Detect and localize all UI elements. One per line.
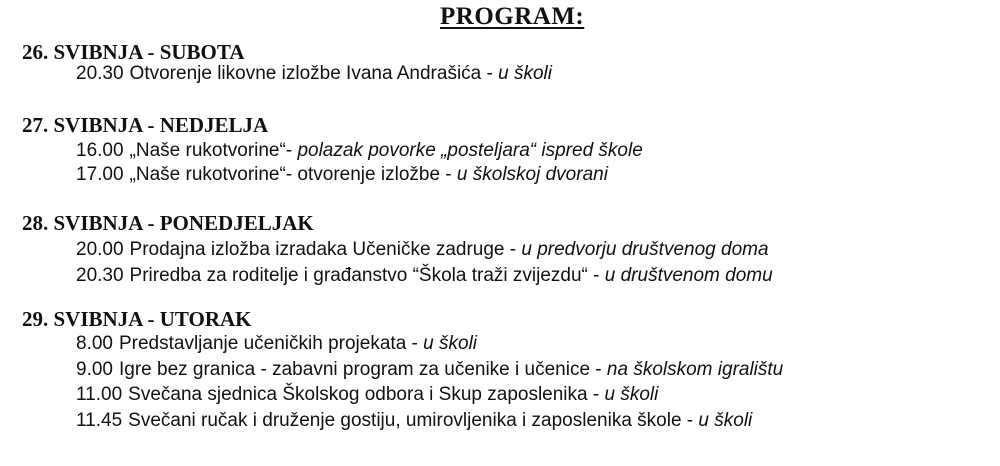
event-location: u školi xyxy=(423,333,478,354)
event-time: 17.00 xyxy=(76,164,124,185)
event-description: Svečani ručak i druženje gostiju, umirovljenika i zaposlenika škole - xyxy=(128,410,699,431)
event-description: „Naše rukotvorine“- xyxy=(129,140,298,161)
event-item xyxy=(76,359,783,381)
event-time: 8.00 xyxy=(76,333,113,354)
event-time: 16.00 xyxy=(76,140,124,161)
day-heading: 29. SVIBNJA - UTORAK xyxy=(22,307,252,331)
event-time: 20.30 xyxy=(76,63,124,84)
event-location: u školi xyxy=(498,63,552,84)
event-item xyxy=(76,239,769,261)
event-location: u školskoj dvorani xyxy=(456,164,608,185)
event-location: u školi xyxy=(604,384,659,405)
event-description: Prodajna izložba izradaka Učeničke zadruge - xyxy=(129,239,522,260)
event-time: 9.00 xyxy=(76,359,113,380)
event-item xyxy=(76,410,752,432)
event-description: Svečana sjednica Školskog odbora i Skup zaposlenika - xyxy=(128,384,605,405)
event-time: 20.30 xyxy=(76,265,124,286)
event-description: „Naše rukotvorine“- otvorenje izložbe - xyxy=(129,164,457,185)
event-item xyxy=(76,164,608,186)
event-description: Igre bez granica - zabavni program za učenike i učenice - xyxy=(118,359,607,380)
event-item xyxy=(76,140,643,162)
day-heading: 27. SVIBNJA - NEDJELJA xyxy=(22,113,269,137)
event-item xyxy=(76,333,477,355)
day-heading: 26. SVIBNJA - SUBOTA xyxy=(22,40,245,64)
event-location: u društvenom domu xyxy=(604,265,773,286)
event-description: Predstavljanje učeničkih projekata - xyxy=(118,333,424,354)
event-location: u predvorju društvenog doma xyxy=(521,239,769,260)
event-time: 20.00 xyxy=(76,239,124,260)
event-item xyxy=(76,384,658,406)
event-description: Otvorenje likovne izložbe Ivana Andrašića - xyxy=(129,63,499,84)
event-location: na školskom igralištu xyxy=(606,359,784,380)
event-location: u školi xyxy=(698,410,753,431)
event-time: 11.00 xyxy=(76,384,123,405)
day-heading: 28. SVIBNJA - PONEDJELJAK xyxy=(22,211,314,235)
event-item xyxy=(76,265,773,287)
event-location: polazak povorke „posteljara“ ispred škole xyxy=(297,140,643,161)
event-description: Priredba za roditelje i građanstvo “Škola traži zvijezdu“ - xyxy=(129,265,605,286)
event-time: 11.45 xyxy=(76,410,123,431)
event-item xyxy=(76,63,552,85)
program-title: PROGRAM: xyxy=(440,3,585,30)
